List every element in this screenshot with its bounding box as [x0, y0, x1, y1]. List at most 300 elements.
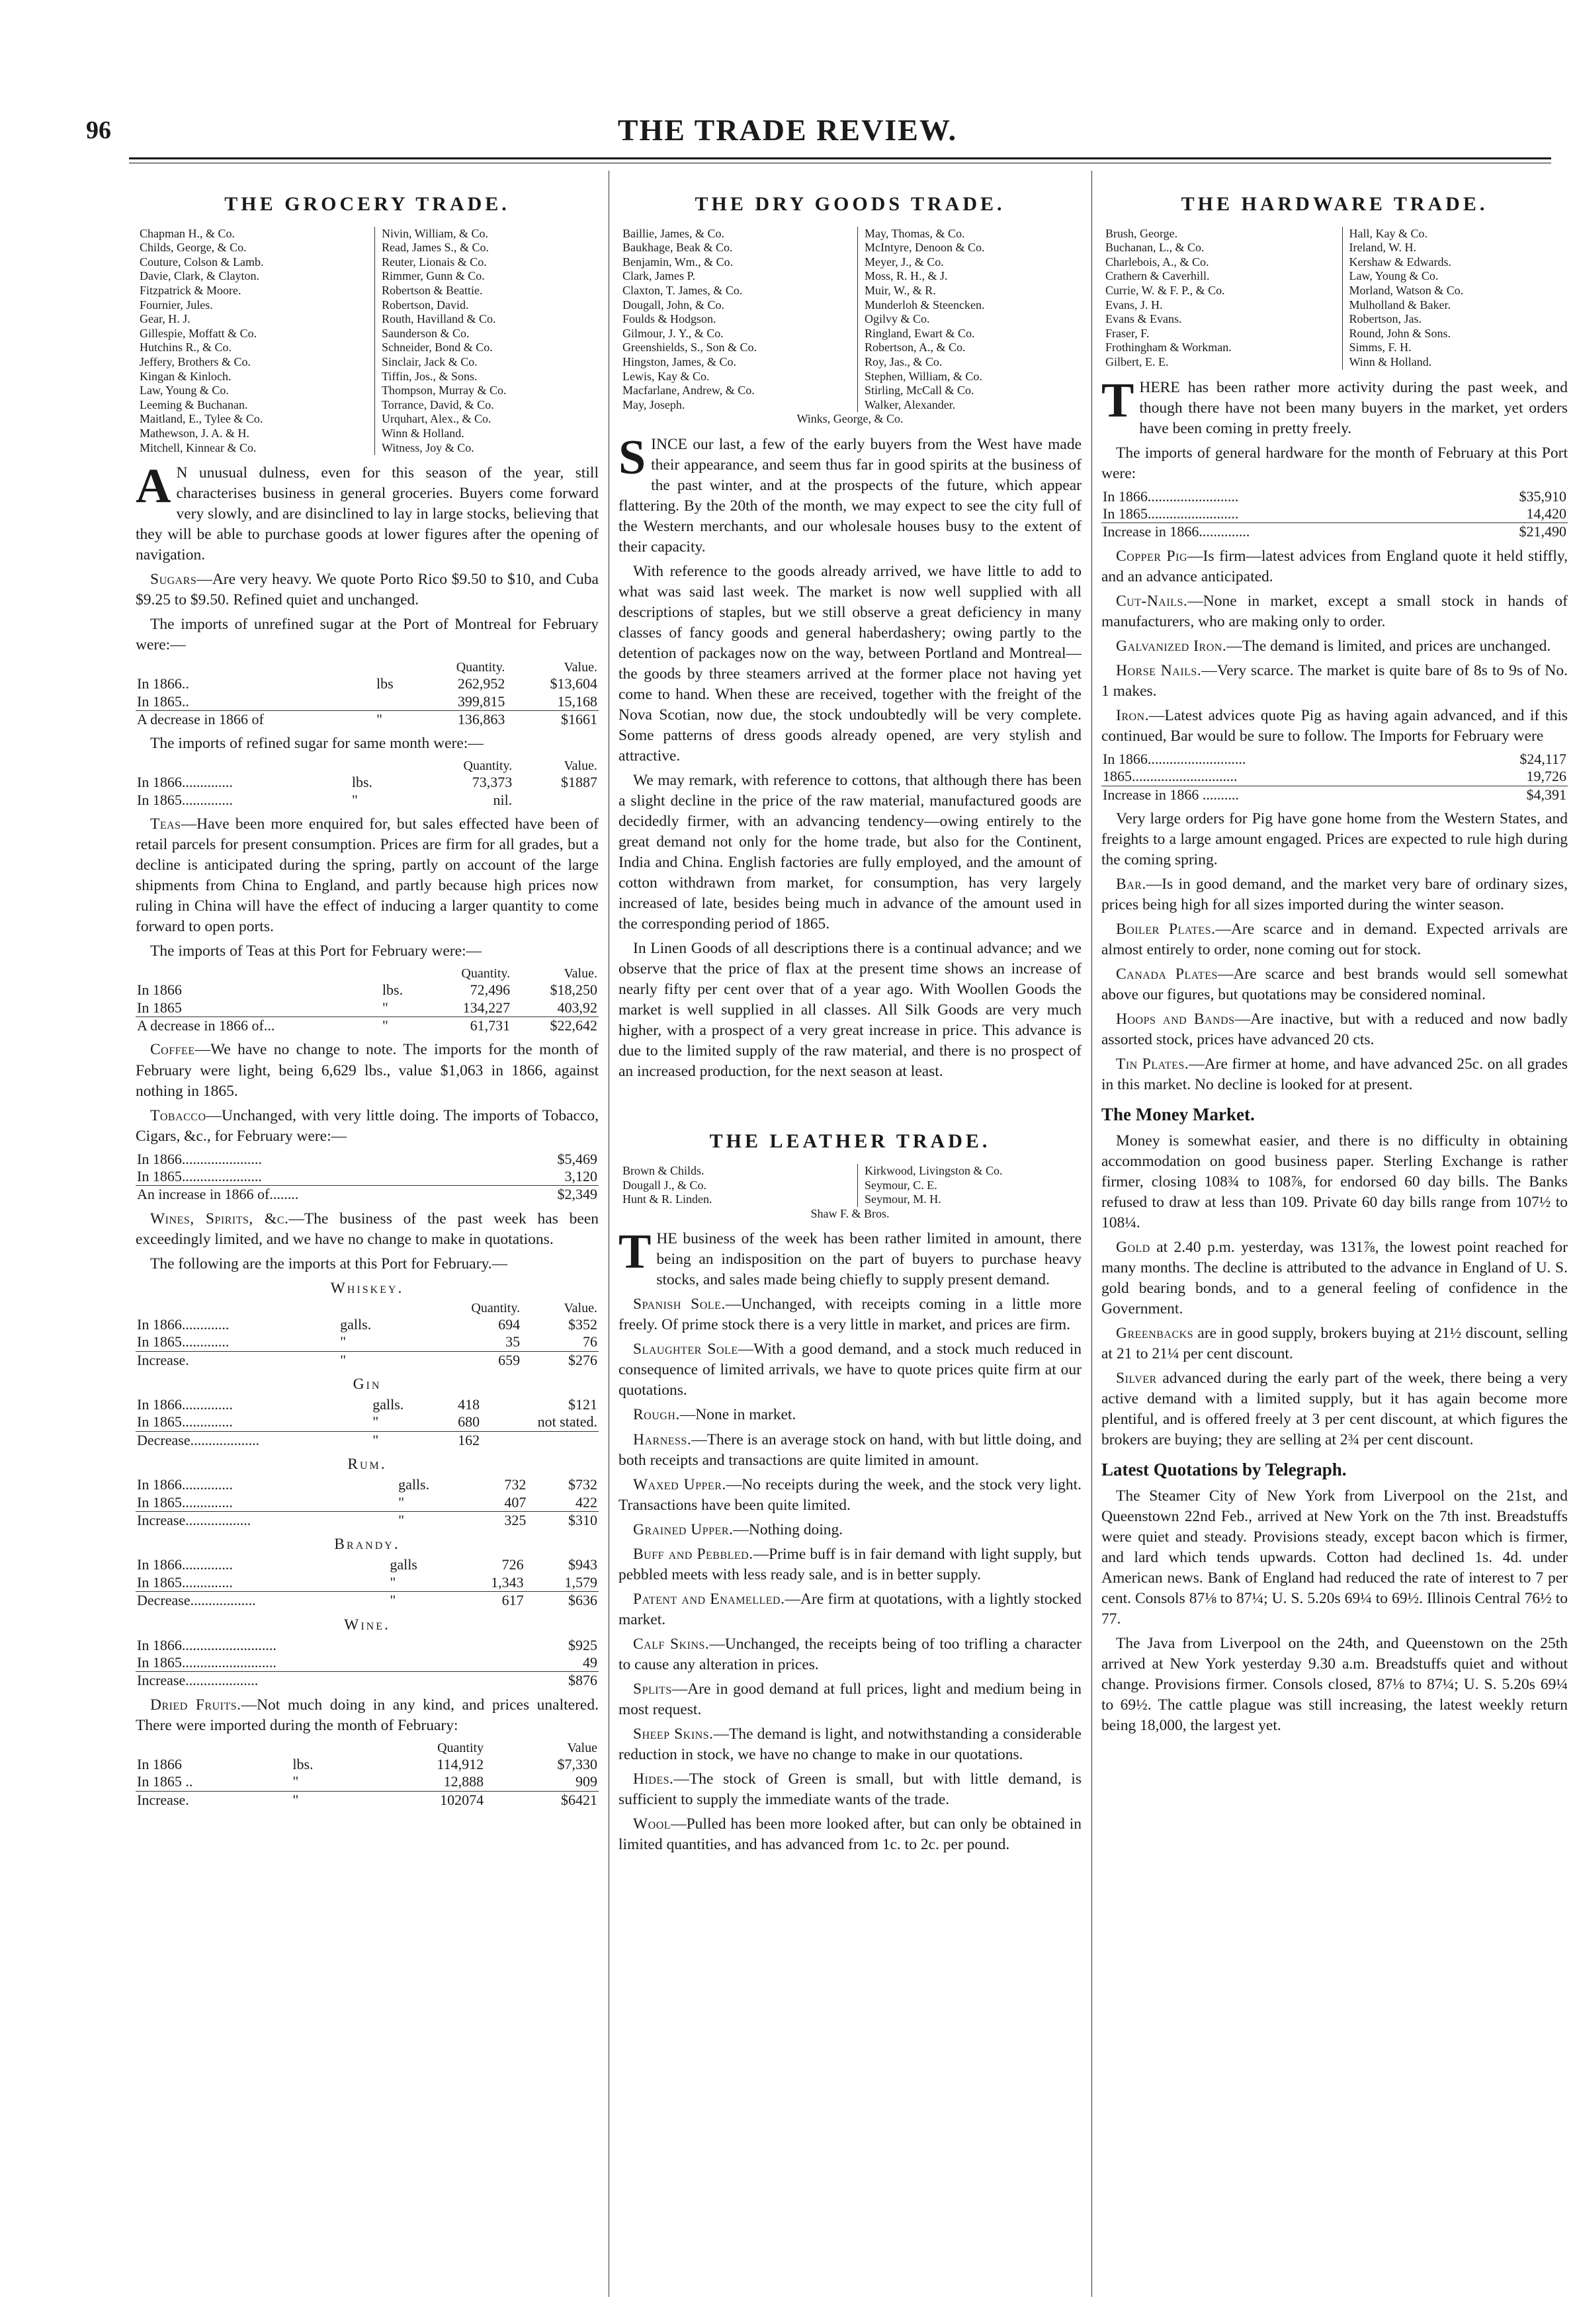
firm-name: Roy, Jas., & Co.: [865, 354, 943, 368]
table-cell: [136, 1300, 339, 1316]
section-title: THE GROCERY TRADE.: [224, 193, 510, 215]
table-cell: In 1865..............: [137, 791, 233, 808]
table-cell: ": [340, 1333, 347, 1350]
table-cell: 19,726: [1526, 768, 1566, 785]
table-total-row: [136, 1592, 599, 1610]
firm-name: May, Thomas, & Co.: [865, 226, 965, 240]
table-cell: In 1865..............: [137, 1413, 233, 1431]
firm-name: Currie, W. & F. P., & Co.: [1105, 283, 1225, 297]
table-cell: In 1866: [137, 1755, 182, 1772]
table-cell: In 1865..............: [137, 1573, 233, 1591]
table-cell: Increase..................: [136, 1511, 397, 1529]
table-cell: $5,469: [557, 1150, 597, 1167]
table-cell: In 1865.........................: [1103, 505, 1239, 522]
table-cell: $21,490: [1451, 523, 1568, 541]
firm-name: Crathern & Caverhill.: [1105, 269, 1210, 283]
table-cell: 407: [504, 1493, 527, 1511]
stat-table: [136, 659, 599, 728]
table-cell: lbs: [376, 675, 394, 692]
firm-name: Mitchell, Kinnear & Co.: [140, 440, 257, 454]
table-cell: Value.: [564, 759, 597, 774]
table-row: [136, 1654, 599, 1672]
table-cell: 403,92: [557, 999, 597, 1016]
table-cell: [339, 1300, 411, 1316]
table-row: [136, 1151, 599, 1168]
firm-name: Moss, R. H., & J.: [865, 269, 948, 283]
firm-name: Schneider, Bond & Co.: [382, 341, 493, 354]
firm-name: Munderloh & Steencken.: [865, 298, 985, 311]
header-rule: [129, 157, 1551, 159]
table-total-row: [136, 1672, 599, 1690]
table-cell: lbs.: [351, 774, 373, 791]
firm-name: Seymour, M. H.: [865, 1192, 941, 1206]
table-cell: 1,579: [564, 1573, 597, 1591]
paragraph-text: —None in market, except a small stock in hands of manufacturers, who are making only to order.: [1101, 592, 1568, 630]
paragraph-lead: Buff and Pebbled.: [633, 1545, 753, 1563]
firm-name: Clark, James P.: [622, 269, 695, 283]
paragraph: [618, 1430, 1082, 1471]
drop-cap: T: [1101, 373, 1134, 428]
paragraph-text: —The stock of Green is small, but with little demand, is sufficient to supply the immediate wants of the trade.: [618, 1770, 1082, 1808]
firm-name: Dougall J., & Co.: [622, 1178, 707, 1192]
table-cell: Increase....................: [136, 1672, 514, 1690]
firm-name: Witness, Joy & Co.: [382, 440, 474, 454]
table-total-row: [136, 1017, 599, 1035]
table-cell: $13,604: [550, 675, 597, 692]
hardware-items: [1101, 546, 1568, 747]
paragraph: Very large orders for Pig have gone home from the Western States, and freights to a large amount engaged. Prices are expected to rule high during the coming spring.: [1101, 810, 1568, 869]
table-cell: 136,863: [411, 711, 507, 729]
table-cell: [381, 966, 421, 981]
table-cell: Increase.: [136, 1791, 291, 1809]
table-cell: [351, 758, 402, 774]
paragraph-text: —Latest advices quote Pig as having again advanced, and if this continued, Bar would be sure to follow. The Imports for February were: [1101, 706, 1568, 745]
firm-name: Ringland, Ewart & Co.: [865, 326, 975, 340]
paragraph-lead: Splits: [633, 1680, 672, 1698]
table-cell: 325: [472, 1511, 527, 1529]
firm-name: Evans & Evans.: [1105, 312, 1182, 326]
table-cell: A decrease in 1866 of: [136, 711, 375, 729]
table-row: [136, 1168, 599, 1186]
table-cell: [375, 659, 411, 675]
table-cell: $276: [521, 1351, 599, 1369]
paragraph-lead: Harness.: [633, 1431, 692, 1448]
paragraph: [1101, 919, 1568, 960]
firm-name: Mathewson, J. A. & H.: [140, 426, 249, 440]
table-row: [136, 1574, 599, 1592]
firm-list-left: [140, 227, 360, 456]
firm-name: McIntyre, Denoon & Co.: [865, 241, 985, 255]
paragraph: Tobacco—Unchanged, with very little doing. The imports of Tobacco, Cigars, &c., for February were:—: [136, 1106, 599, 1145]
table-cell: In 1866..........................: [137, 1636, 277, 1653]
table-cell: $732: [568, 1476, 597, 1493]
firm-name: Urquhart, Alex., & Co.: [382, 412, 491, 426]
paragraph: Silver advanced during the early part of the week, there being a very active demand with a limited supply, but it has again become more plentiful, and is offered freely at 3 per cent discount, at which figures the brokers are buying; they are selling at 2¾ per cent discount.: [1101, 1370, 1568, 1449]
firm-list-left: [622, 1164, 843, 1207]
firm-list-left: [622, 227, 843, 413]
table-row: [136, 1413, 599, 1431]
table-cell: ": [292, 1773, 299, 1790]
firm-list-right: [1342, 227, 1564, 370]
firm-name: Leeming & Buchanan.: [140, 397, 248, 411]
paragraph-lead: Boiler Plates.: [1116, 921, 1216, 938]
paragraph-lead: Sheep Skins.: [633, 1725, 714, 1743]
table-cell: $7,330: [557, 1755, 597, 1772]
firm-name: Simms, F. H.: [1349, 341, 1412, 354]
paragraph-lead: Copper Pig: [1116, 547, 1188, 565]
table-total-row: [136, 711, 599, 729]
table-cell: $24,117: [1519, 750, 1566, 767]
hardware-items: [1101, 874, 1568, 1095]
table-cell: $1887: [561, 774, 597, 791]
table-cell: ": [291, 1791, 353, 1809]
paragraph: [1101, 1009, 1568, 1050]
table-cell: Increase in 1866..............: [1101, 523, 1451, 541]
table-cell: 617: [451, 1592, 525, 1610]
paragraph: [1101, 546, 1568, 587]
table-cell: 909: [575, 1773, 597, 1790]
stat-table: [136, 1151, 599, 1204]
firm-name: Davie, Clark, & Clayton.: [140, 269, 259, 283]
table-cell: Quantity.: [461, 966, 511, 981]
table-cell: ": [398, 1493, 405, 1511]
firm-name: Frothingham & Workman.: [1105, 341, 1232, 354]
paragraph-lead: Cut-Nails.: [1116, 592, 1188, 610]
table-cell: Quantity: [437, 1740, 484, 1755]
table-cell: galls.: [398, 1476, 430, 1493]
table-total-row: [136, 1186, 599, 1204]
paragraph: [1101, 591, 1568, 632]
paragraph-lead: Patent and Enamelled.: [633, 1590, 785, 1608]
paragraph-lead: Galvanized Iron.: [1116, 637, 1227, 655]
table-cell: 3,120: [564, 1167, 597, 1184]
table-cell: 162: [435, 1431, 481, 1449]
table-cell: $4,391: [1450, 786, 1568, 804]
paragraph: THE business of the week has been rather limited in amount, there being an indisposition on the part of buyers to purchase heavy stocks, and sales made being chiefly to supply present demand.: [618, 1225, 1082, 1289]
paragraph: [618, 1520, 1082, 1540]
paragraph-text: —Is in good demand, and the market very bare of ordinary sizes, prices being high for all sizes imported during the winter season.: [1101, 876, 1568, 914]
firm-name: Kingan & Kinloch.: [140, 369, 232, 383]
table-cell: [481, 1431, 599, 1449]
table-cell: 15,168: [557, 692, 597, 710]
paragraph-lead: Canada Plates: [1116, 966, 1218, 983]
table-cell: Value.: [564, 966, 597, 981]
firm-name: Claxton, T. James, & Co.: [622, 283, 743, 297]
table-row: [136, 792, 599, 809]
firm-name: Law, Young & Co.: [1349, 269, 1439, 283]
paragraph-lead: Hides.: [633, 1770, 674, 1788]
firm-name: Childs, George, & Co.: [140, 241, 247, 255]
table-cell: [136, 966, 381, 981]
paragraph: [1101, 874, 1568, 915]
firm-list-right: [857, 227, 1078, 413]
table-cell: ": [397, 1511, 472, 1529]
firm-name: Jeffery, Brothers & Co.: [140, 354, 251, 368]
firm-name: Baillie, James, & Co.: [622, 226, 724, 240]
paragraph-lead: Horse Nails.: [1116, 661, 1202, 679]
table-cell: $35,910: [1519, 487, 1566, 505]
paragraph-text: —There is an average stock on hand, with but little doing, and both receipts and transactions are quite limited in amount.: [618, 1431, 1082, 1469]
table-cell: [136, 758, 351, 774]
table-cell: 73,373: [472, 774, 513, 791]
table-row: [136, 1773, 599, 1791]
paragraph-text: —Unchanged, the receipts being of too trifling a character to cause any alteration in prices.: [618, 1635, 1082, 1673]
paragraph: The imports of refined sugar for same month were:—: [150, 735, 484, 753]
table-cell: 399,815: [457, 692, 505, 710]
subheading: Gin: [353, 1375, 382, 1393]
firm-name: Benjamin, Wm., & Co.: [622, 255, 734, 269]
table-cell: galls.: [372, 1395, 404, 1413]
firm-name: Routh, Havilland & Co.: [382, 312, 496, 326]
paragraph-text: —The demand is limited, and prices are unchanged.: [1226, 637, 1551, 655]
table-cell: 76: [583, 1333, 597, 1350]
paragraph: With reference to the goods already arrived, we have little to add to what was said last week. The market is now well supplied with all descriptions of staples, but we still observe a great deficiency in many classes of fancy goods and general haberdashery; owing partly to the detention of packages now on the way, between Portland and Montreal—the goods by three steamers arrived at the former place not having yet come to hand. When these are received, together with the freight of the Nova Scotian, now due, the stock undoubtedly will be very complete. Some patterns of dress goods already opened, are very stylish and attractive.: [618, 563, 1082, 765]
paragraph-lead: Waxed Upper.: [633, 1475, 726, 1493]
table-cell: ": [381, 1017, 421, 1035]
firm-name: Fitzpatrick & Moore.: [140, 283, 241, 297]
paragraph-text: —No receipts during the week, and the stock very light. Transactions have been quite limited.: [618, 1475, 1082, 1514]
firm-name: Round, John & Sons.: [1349, 326, 1451, 340]
stat-table: [1101, 488, 1568, 541]
firm-name: Tiffin, Jos., & Sons.: [382, 369, 478, 383]
table-row: [136, 1637, 599, 1654]
table-cell: In 1866..............: [137, 1556, 233, 1573]
firm-name: Dougall, John, & Co.: [622, 298, 725, 311]
firm-name: Muir, W., & R.: [865, 283, 936, 297]
table-cell: [291, 1740, 353, 1756]
table-header-row: [136, 758, 599, 774]
section-title: THE LEATHER TRADE.: [709, 1130, 991, 1153]
stat-table: [136, 1637, 599, 1690]
drop-cap: A: [136, 459, 171, 514]
paragraph: [1101, 1054, 1568, 1095]
paragraph: [1101, 661, 1568, 702]
paragraph: Gold at 2.40 p.m. yesterday, was 131⅞, the lowest point reached for many months. The decline is attributed to the advance in England of U. S. gold bearing bonds, and to a general feeling of confidence in the Government.: [1101, 1239, 1568, 1318]
firm-name: Mulholland & Baker.: [1349, 298, 1451, 311]
table-cell: Quantity.: [471, 1300, 521, 1315]
firm-list-right: [857, 1164, 1078, 1207]
paragraph-text: —Are firm at quotations, with a lightly stocked market.: [618, 1590, 1082, 1628]
paragraph-text: —Prime buff is in fair demand with light supply, but pebbled meets with less ready sale, and is in better supply.: [618, 1545, 1082, 1583]
stat-table: [136, 1396, 599, 1449]
table-row: [136, 981, 599, 999]
table-cell: $636: [525, 1592, 599, 1610]
paragraph: The following are the imports at this Port for February.—: [150, 1255, 508, 1272]
table-header-row: [136, 659, 599, 675]
paragraph-lead: Spanish Sole.: [633, 1296, 726, 1313]
firm-name: Torrance, David, & Co.: [382, 397, 494, 411]
firm-name: Fraser, F.: [1105, 326, 1150, 340]
firm-name: Nivin, William, & Co.: [382, 226, 488, 240]
paragraph-text: —Unchanged, with receipts coming in a little more freely. Of prime stock there is a very little in market, and prices are firm.: [618, 1296, 1082, 1334]
firm-name: Lewis, Kay & Co.: [622, 369, 710, 383]
table-cell: galls: [390, 1556, 417, 1573]
paragraph: [1101, 706, 1568, 747]
firm-list-footer: Shaw F. & Bros.: [810, 1206, 890, 1220]
table-cell: 732: [504, 1476, 527, 1493]
table-cell: [136, 659, 375, 675]
paragraph-lead: Slaughter Sole: [633, 1341, 738, 1358]
table-cell: 114,912: [437, 1755, 484, 1772]
paragraph: [618, 1294, 1082, 1335]
table-cell: In 1866.........................: [1103, 487, 1239, 505]
paragraph-text: —Are scarce and in demand. Expected arrivals are almost entirely to order, none coming out for stock.: [1101, 921, 1568, 959]
grocery-column: [136, 188, 599, 1814]
table-total-row: [136, 1511, 599, 1529]
paragraph-lead: Wool: [633, 1815, 671, 1833]
firm-name: Read, James S., & Co.: [382, 241, 489, 255]
table-cell: Increase.: [136, 1351, 339, 1369]
table-cell: 49: [583, 1653, 597, 1671]
paragraph: [618, 1724, 1082, 1765]
dry-goods-column: [618, 188, 1082, 1859]
table-cell: Value: [567, 1740, 597, 1755]
paragraph-text: —Are in good demand at full prices, light and medium being in most request.: [618, 1680, 1082, 1718]
table-header-row: [136, 1740, 599, 1756]
table-cell: In 1866......................: [137, 1150, 262, 1167]
stat-table: [136, 1476, 599, 1529]
table-row: [136, 1476, 599, 1493]
table-cell: $943: [568, 1556, 597, 1573]
firm-name: Kershaw & Edwards.: [1349, 255, 1451, 269]
paragraph-lead: Hoops and Bands: [1116, 1011, 1235, 1028]
hardware-column: [1101, 188, 1568, 1740]
table-row: [1101, 768, 1568, 786]
firm-name: Baukhage, Beak & Co.: [622, 241, 733, 255]
table-cell: ": [390, 1573, 396, 1591]
paragraph-text: —Are scarce and best brands would sell somewhat above our figures, but quotations may be considered nominal.: [1101, 966, 1568, 1004]
paragraph: [618, 1475, 1082, 1516]
firm-name: Saunderson & Co.: [382, 326, 470, 340]
table-row: [1101, 505, 1568, 523]
firm-name: Rimmer, Gunn & Co.: [382, 269, 485, 283]
table-cell: 134,227: [462, 999, 511, 1016]
firm-name: Gear, H. J.: [140, 312, 191, 326]
paragraph: Money is somewhat easier, and there is no difficulty in obtaining accommodation on good business paper. Sterling Exchange is rather firmer, closing 108¾ to 108⅞, for endorsed 60 day bills. The Banks refused to draw at less than 109. Private 60 day bills range from 107½ to 108¼.: [1101, 1132, 1568, 1231]
table-cell: 35: [505, 1333, 521, 1350]
table-cell: In 1866..............: [137, 1395, 233, 1413]
paragraph-text: —The demand is light, and notwithstanding a considerable reduction in stock, we have no change to make in our quotations.: [618, 1725, 1082, 1763]
table-cell: In 1866...........................: [1103, 750, 1246, 767]
paragraph: Teas—Have been more enquired for, but sales effected have been of retail parcels for present consumption. Prices are firm for all grades, but a decline is anticipated during the spring, partly on account of the large shipments from China to England, and partly because high prices now ruling in China will have the effect of inducing a larger quantity to come forward to open ports.: [136, 815, 599, 936]
paragraph: [618, 1339, 1082, 1401]
paragraph-lead: Calf Skins.: [633, 1635, 710, 1653]
table-row: [136, 1316, 599, 1333]
firm-name: Winn & Holland.: [1349, 354, 1432, 368]
firm-name: Walker, Alexander.: [865, 397, 956, 411]
table-cell: Quantity.: [463, 759, 513, 774]
firm-name: Robertson, A., & Co.: [865, 341, 966, 354]
table-cell: galls.: [340, 1315, 372, 1333]
paragraph: [1101, 964, 1568, 1005]
table-cell: ": [371, 1431, 435, 1449]
firm-name: Charlebois, A., & Co.: [1105, 255, 1209, 269]
table-cell: lbs.: [292, 1755, 314, 1772]
table-cell: lbs.: [382, 981, 404, 999]
paragraph-text: —Nothing doing.: [733, 1520, 843, 1538]
paragraph-lead: Tin Plates.: [1116, 1056, 1189, 1073]
table-cell: ": [372, 1413, 379, 1431]
table-cell: In 1866..: [137, 675, 189, 692]
subheading: Rum.: [347, 1456, 387, 1473]
paragraph: A N unusual dulness, even for this season of the year, still characterises business in general groceries. Buyers come forward very slowly, and are disinclined to lay in large stocks, believing that they will be able to purchase goods at lower figures after the opening of navigation.: [136, 459, 599, 564]
subheading: Whiskey.: [330, 1279, 404, 1297]
table-total-row: [136, 1431, 599, 1449]
firm-name: Chapman H., & Co.: [140, 226, 235, 240]
drop-cap: S: [618, 430, 646, 485]
paragraph-text: —Are firmer at home, and have advanced 25c. on all grades in this market. No decline is looked for at present.: [1101, 1056, 1568, 1094]
firm-list-left: [1105, 227, 1328, 370]
paragraph-text: —Is firm—latest advices from England quote it held stiffly, and an advance anticipated.: [1101, 547, 1568, 585]
stat-table: [136, 1556, 599, 1609]
firm-list: [1105, 227, 1564, 370]
stat-table: [136, 966, 599, 1034]
table-cell: not stated.: [537, 1413, 597, 1431]
paragraph: The imports of unrefined sugar at the Port of Montreal for February were:—: [136, 616, 599, 654]
section-title: THE HARDWARE TRADE.: [1181, 193, 1488, 215]
firm-name: Meyer, J., & Co.: [865, 255, 944, 269]
table-cell: $6421: [485, 1791, 599, 1809]
paragraph-text: —None in market.: [679, 1406, 796, 1424]
section-heading: The Money Market.: [1101, 1104, 1255, 1125]
firm-name: Hunt & R. Linden.: [622, 1192, 712, 1206]
firm-name: Sinclair, Jack & Co.: [382, 354, 478, 368]
table-cell: In 1865..............: [137, 1493, 233, 1511]
firm-name: Stephen, William, & Co.: [865, 369, 982, 383]
table-cell: 61,731: [421, 1017, 511, 1035]
table-cell: In 1865......................: [137, 1167, 262, 1184]
paragraph: [618, 1679, 1082, 1720]
paragraph-lead: Iron.: [1116, 706, 1149, 724]
paragraph: In Linen Goods of all descriptions there is a continual advance; and we observe that the price of flax at the present time shows an increase of nearly fifty per cent over that of a year ago. With Woollen Goods the market is well supplied in all classes. All Silk Goods are very much higher, with a prospect of a very great increase in price. This advance is due to the limited supply of the raw material, and there is no prospect of an increased production, for the next season at least.: [618, 940, 1082, 1081]
paragraph: The Java from Liverpool on the 24th, and Queenstown on the 25th arrived at New York yesterday 9.30 a.m. Breadstuffs quiet and without change. Provisions firmer. Consols closed, 87⅛ to 87¼; U. S. 5.20s 69¼ to 69½. The cattle plague was still increasing, the latest weekly return being 18,000, the largest yet.: [1101, 1634, 1568, 1734]
table-cell: A decrease in 1866 of...: [136, 1017, 381, 1035]
paragraph-lead: Rough.: [633, 1406, 680, 1424]
table-row: [136, 1756, 599, 1773]
table-cell: In 1865.............: [137, 1333, 230, 1350]
column-divider: [1091, 171, 1092, 2297]
table-cell: 680: [458, 1413, 480, 1431]
table-cell: In 1865..........................: [137, 1653, 277, 1671]
paragraph: THERE has been rather more activity during the past week, and though there have not been many buyers in the market, yet orders have been coming in pretty freely.: [1101, 373, 1568, 437]
paragraph: Greenbacks are in good supply, brokers buying at 21½ discount, selling at 21 to 21¼ per cent discount.: [1101, 1325, 1568, 1363]
firm-name: Robertson & Beattie.: [382, 283, 483, 297]
firm-name: Macfarlane, Andrew, & Co.: [622, 384, 755, 397]
table-cell: Value.: [564, 1300, 597, 1315]
paragraph: [618, 1769, 1082, 1810]
table-cell: Decrease...................: [136, 1431, 371, 1449]
table-cell: [375, 693, 411, 711]
drop-cap: T: [618, 1225, 652, 1280]
table-cell: ": [388, 1592, 451, 1610]
firm-name: Couture, Colson & Lamb.: [140, 255, 264, 269]
table-row: [136, 999, 599, 1017]
stat-table: [1101, 751, 1568, 804]
paragraph: [618, 1634, 1082, 1675]
table-row: [136, 1396, 599, 1413]
table-cell: $22,642: [511, 1017, 599, 1035]
firm-name: Kirkwood, Livingston & Co.: [865, 1163, 1003, 1177]
firm-name: Gilbert, E. E.: [1105, 354, 1169, 368]
firm-name: Fournier, Jules.: [140, 298, 213, 311]
table-total-row: [1101, 786, 1568, 804]
firm-name: Seymour, C. E.: [865, 1178, 937, 1192]
paragraph-text: —With a good demand, and a stock much reduced in consequence of limited arrivals, we have to quote prices quite firm at our quotations.: [618, 1341, 1082, 1399]
firm-name: Law, Young & Co.: [140, 384, 229, 397]
page-number: 96: [86, 116, 111, 144]
paragraph: The Steamer City of New York from Liverpool on the 21st, and Queenstown 22nd Feb., arrived at New York on the 7th inst. Breadstuffs were quiet and steady. Provisions steady, except bacon which is firmer, and lard which tends upwards. Cotton had declined 1s. 4d. under American news. Bank of England had reduced the rate of interest to 7 per cent. Consols 87⅛ to 87¼; U. S. 5.20s 69¼ to 69½. Illinois Central 76½ to 77.: [1101, 1487, 1568, 1628]
paragraph-text: —Very scarce. The market is quite bare of 8s to 9s of No. 1 makes.: [1101, 661, 1568, 700]
